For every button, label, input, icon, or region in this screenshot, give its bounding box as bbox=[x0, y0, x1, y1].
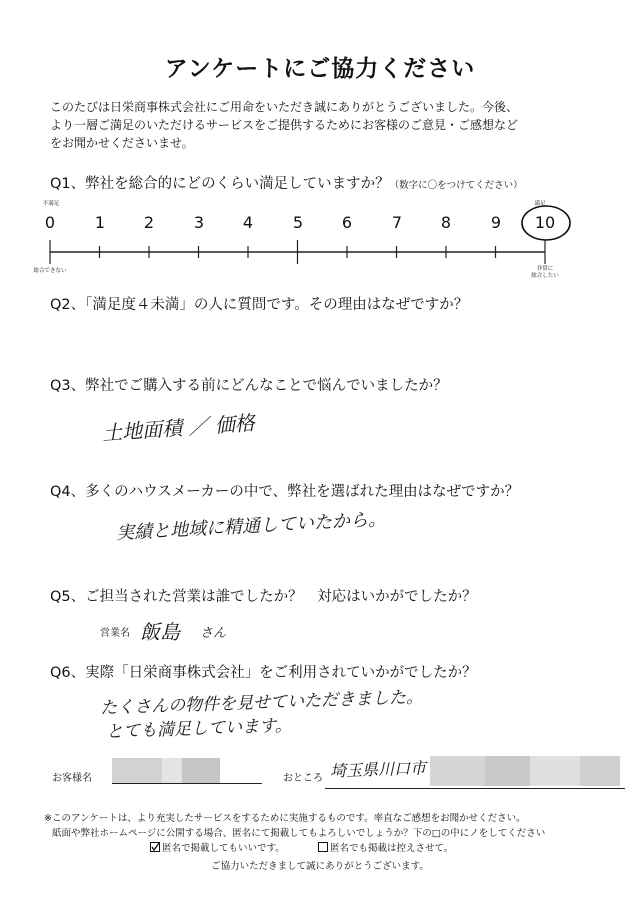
footer-thanks: ご協力いただきまして誠にありがとうございます。 bbox=[211, 861, 429, 872]
q6-answer-line-1: たくさんの物件を見せていただきました。 bbox=[99, 687, 424, 719]
intro-line-2: より一層ご満足のいただけるサービスをご提供するためにお客様のご意見・ご感想など bbox=[50, 118, 519, 132]
q3-answer: 土地面積 ／ 価格 bbox=[101, 410, 256, 446]
q1-note: （数字に〇をつけてください） bbox=[389, 180, 523, 191]
checkbox-anonymous-decline[interactable] bbox=[318, 842, 328, 852]
q3-question: Q3、弊社でご購入する前にどんなことで悩んでいましたか？ bbox=[50, 378, 448, 394]
q1-label: Q1、弊社を総合的にどのくらい満足していますか？ bbox=[50, 176, 390, 192]
customer-name-label: お客様名 bbox=[52, 773, 92, 784]
option-anonymous-decline[interactable]: 匿名でも掲載は控えさせて。 bbox=[318, 840, 453, 854]
scale-5: 5 bbox=[292, 213, 304, 232]
scale-7: 7 bbox=[391, 213, 403, 232]
q1-max-bottom-tag: 非常に 総合したい bbox=[531, 266, 559, 279]
selected-circle-mark bbox=[522, 206, 570, 240]
scale-10: 10 bbox=[534, 213, 556, 232]
scale-8: 8 bbox=[440, 213, 452, 232]
staff-suffix: さん bbox=[200, 626, 227, 641]
scale-1: 1 bbox=[94, 213, 106, 232]
q1-min-bottom-tag: 総合できない bbox=[33, 268, 67, 274]
q4-answer: 実績と地域に精通していたから。 bbox=[115, 508, 387, 545]
page-title: アンケートにご協力ください bbox=[164, 56, 476, 82]
q1-min-tag: 不満足 bbox=[42, 201, 60, 207]
option-anonymous-ok[interactable]: 匿名で掲載してもいいです。 bbox=[150, 840, 285, 854]
staff-name-label: 営業名 bbox=[100, 628, 130, 639]
q4-question: Q4、多くのハウスメーカーの中で、弊社を選ばれた理由はなぜですか？ bbox=[50, 484, 520, 500]
address-underline bbox=[325, 788, 625, 789]
customer-name-underline bbox=[112, 783, 262, 784]
scale-3: 3 bbox=[193, 213, 205, 232]
address-label: おところ bbox=[283, 773, 323, 784]
address-visible: 埼玉県川口市 bbox=[329, 758, 427, 781]
address-redacted bbox=[430, 756, 620, 790]
q6-answer-line-2: とても満足しています。 bbox=[105, 715, 293, 743]
q1-max-tag: 満足 bbox=[534, 201, 546, 207]
scale-9: 9 bbox=[490, 213, 502, 232]
checkbox-anonymous-ok[interactable] bbox=[150, 842, 160, 852]
q6-question: Q6、実際「日栄商事株式会社」をご利用されていかがでしたか？ bbox=[50, 665, 477, 681]
intro-line-1: このたびは日栄商事株式会社にご用命をいただき誠にありがとうございました。今後、 bbox=[50, 100, 519, 114]
scale-2: 2 bbox=[143, 213, 155, 232]
staff-name: 飯島 bbox=[140, 620, 180, 644]
scale-6: 6 bbox=[341, 213, 353, 232]
check-mark-icon bbox=[151, 843, 159, 851]
footer-line-1: ※このアンケートは、より充実したサービスをするために実施するものです。率直なご感想をお聞かせください。 bbox=[44, 813, 526, 824]
intro-line-3: をお聞かせくださいませ。 bbox=[50, 136, 194, 150]
scale-0: 0 bbox=[44, 213, 56, 232]
scale-4: 4 bbox=[242, 213, 254, 232]
q5-question: Q5、ご担当された営業は誰でしたか？ 対応はいかがでしたか？ bbox=[50, 589, 477, 605]
footer-line-2: 紙面や弊社ホームページに公開する場合、匿名にて掲載してもよろしいでしょうか？下の□の中にノをしてください bbox=[52, 828, 546, 839]
q2-question: Q2、「満足度４未満」の人に質問です。その理由はなぜですか？ bbox=[50, 297, 469, 313]
